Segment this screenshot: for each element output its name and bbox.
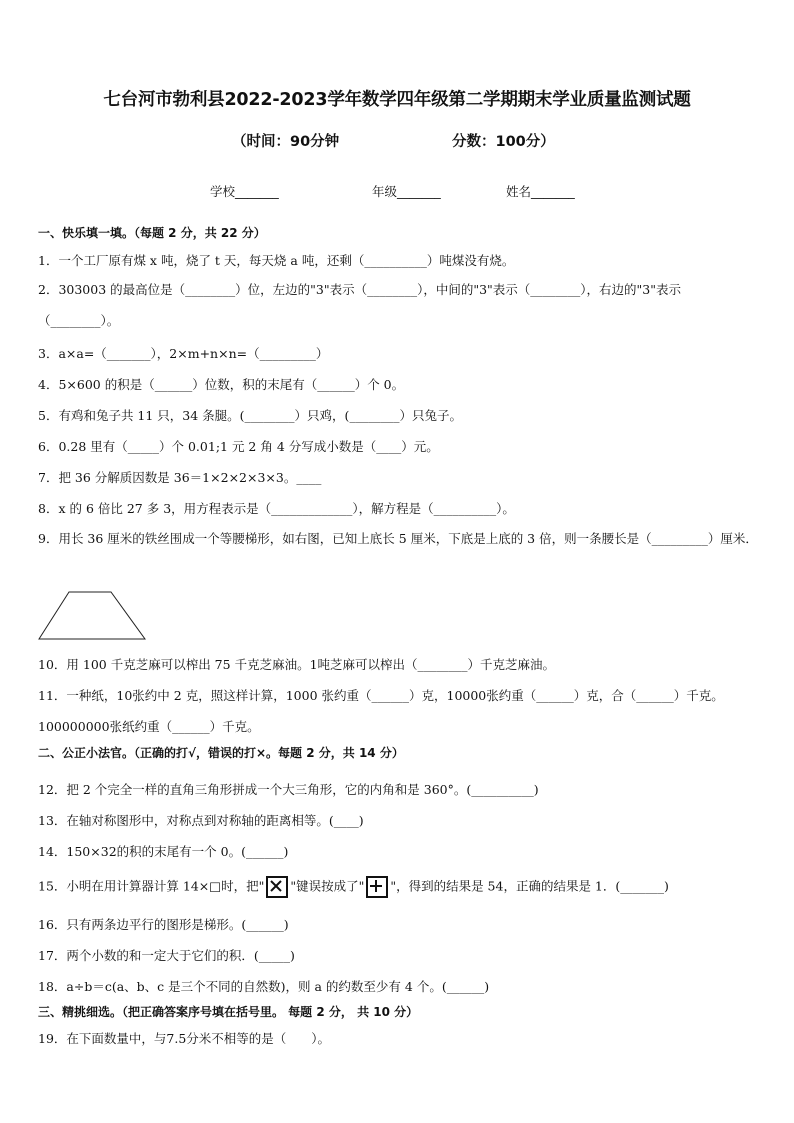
plus-key-icon bbox=[366, 876, 388, 898]
exam-score: 分数：100分） bbox=[452, 134, 555, 150]
question-19: 19．在下面数量中，与7.5分米不相等的是（ ）。 bbox=[38, 1031, 331, 1046]
question-8: 8．x 的 6 倍比 27 多 3，用方程表示是（_____________），解方程是（__________）。 bbox=[38, 501, 515, 516]
question-5: 5．有鸡和兔子共 11 只，34 条腿。(________）只鸡，(________）只兔子。 bbox=[38, 408, 462, 423]
question-16: 16．只有两条边平行的图形是梯形。(______) bbox=[38, 917, 289, 932]
question-15 bbox=[38, 876, 669, 898]
question-15-part-a: 15．小明在用计算器计算 14×□时，把" bbox=[38, 878, 265, 894]
question-12: 12．把 2 个完全一样的直角三角形拼成一个大三角形，它的内角和是 360°。(__________) bbox=[38, 782, 539, 797]
question-2: 2．303003 的最高位是（________）位，左边的"3"表示（________），中间的"3"表示（________），右边的"3"表示（________）。 bbox=[38, 282, 682, 328]
section-heading-1: 一、快乐填一填。（每题 2 分，共 22 分） bbox=[38, 226, 266, 240]
question-11: 11．一种纸，10张约中 2 克，照这样计算，1000 张约重（______）克，10000张约重（______）克，合（______）千克。100000000张纸约重（______）千克。 bbox=[38, 688, 724, 734]
question-18: 18．a÷b＝c(a、b、c 是三个不同的自然数)，则 a 的约数至少有 4 个。(______) bbox=[38, 979, 490, 994]
grade-field: 年级_______ bbox=[372, 184, 441, 199]
section-heading-3: 三、精挑细选。（把正确答案序号填在括号里。 每题 2 分， 共 10 分） bbox=[38, 1005, 419, 1019]
school-field: 学校_______ bbox=[210, 184, 279, 199]
page-title: 七台河市勃利县2022-2023学年数学四年级第二学期期末学业质量监测试题 bbox=[103, 90, 691, 110]
question-13: 13．在轴对称图形中，对称点到对称轴的距离相等。(____) bbox=[38, 813, 364, 828]
section-heading-2: 二、公正小法官。（正确的打√，错误的打×。每题 2 分，共 14 分） bbox=[38, 746, 404, 760]
name-field: 姓名_______ bbox=[506, 184, 575, 199]
question-15-part-c: "，得到的结果是 54，正确的结果是 1．(_______) bbox=[390, 878, 669, 894]
question-7: 7．把 36 分解质因数是 36＝1×2×2×3×3。____ bbox=[38, 470, 322, 485]
question-6: 6．0.28 里有（_____）个 0.01;1 元 2 角 4 分写成小数是（____）元。 bbox=[38, 439, 439, 454]
trapezoid-figure bbox=[38, 590, 148, 642]
question-10: 10．用 100 千克芝麻可以榨出 75 千克芝麻油。1吨芝麻可以榨出（________）千克芝麻油。 bbox=[38, 657, 556, 672]
multiply-key-icon bbox=[266, 876, 288, 898]
exam-time: （时间：90分钟 bbox=[232, 134, 340, 150]
question-17: 17．两个小数的和一定大于它们的积．(_____) bbox=[38, 948, 295, 963]
question-3: 3．a×a=（_______），2×m+n×n=（_________） bbox=[38, 346, 329, 361]
question-4: 4．5×600 的积是（______）位数，积的末尾有（______）个 0。 bbox=[38, 377, 405, 392]
question-1: 1．一个工厂原有煤 x 吨，烧了 t 天，每天烧 a 吨，还剩（__________）吨煤没有烧。 bbox=[38, 253, 515, 268]
question-14: 14．150×32的积的末尾有一个 0。(______) bbox=[38, 844, 289, 859]
question-9: 9．用长 36 厘米的铁丝围成一个等腰梯形，如右图，已知上底长 5 厘米，下底是上底的 3 倍，则一条腰长是（_________）厘米． bbox=[38, 531, 758, 546]
question-15-part-b: "键误按成了" bbox=[290, 878, 365, 894]
